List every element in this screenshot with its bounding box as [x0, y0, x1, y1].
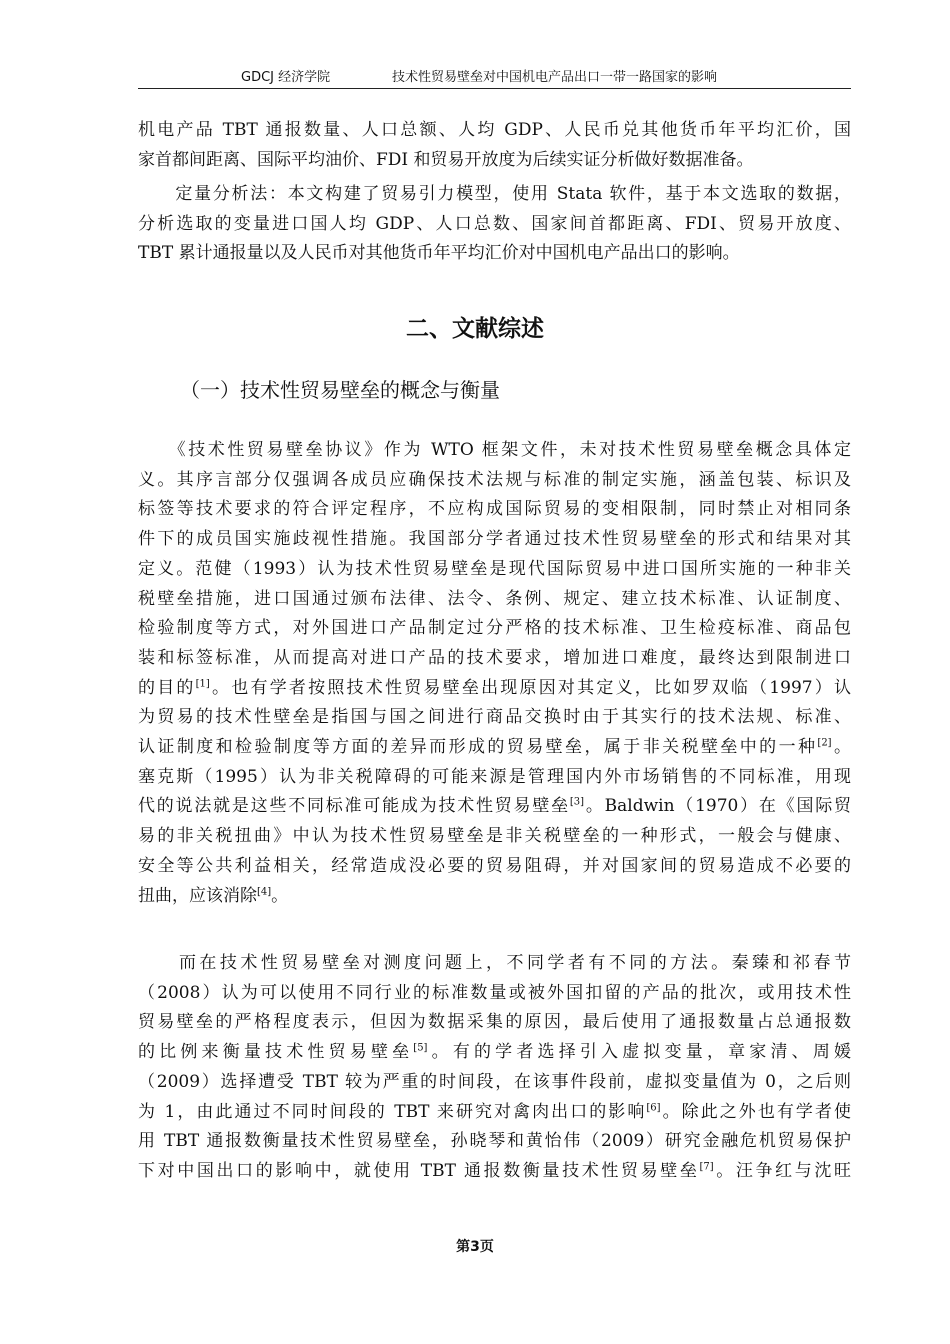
text-fragment: 认证制度和检验制度等方面的差异而形成的贸易壁垒，属于非关税壁垒中的一种 [138, 737, 818, 758]
citation-3: [3] [569, 796, 585, 808]
text-line [138, 1157, 851, 1187]
text-fragment: 扭曲，应该消除 [138, 885, 257, 906]
citation-6: [6] [646, 1101, 661, 1113]
text-line: 塞克斯（1995）认为非关税障碍的可能来源是管理国内外市场销售的不同标准，用现 [138, 766, 851, 787]
text-fragment: 下对中国出口的影响中，就使用 TBT 通报数衡量技术性贸易壁垒 [138, 1160, 700, 1181]
text-fragment: 。除此之外也有学者使 [660, 1101, 852, 1122]
citation-4: [4] [257, 885, 272, 897]
text-line [138, 792, 851, 822]
citation-2: [2] [817, 737, 832, 749]
text-line: 分析选取的变量进口国人均 GDP、人口总数、国家间首都距离、FDI、贸易开放度、 [138, 213, 851, 234]
text-line: 而在技术性贸易壁垒对测度问题上，不同学者有不同的方法。秦臻和祁春节 [138, 953, 851, 973]
citation-5: [5] [413, 1042, 428, 1054]
text-fragment: 的比例来衡量技术性贸易壁垒 [138, 1042, 414, 1063]
text-line: 家首都间距离、国际平均油价、FDI 和贸易开放度为后续实证分析做好数据准备。 [138, 149, 754, 170]
text-line: （2009）选择遭受 TBT 较为严重的时间段，在该事件段前，虚拟变量值为 0，之后则 [138, 1071, 851, 1092]
text-line: 定义。范健（1993）认为技术性贸易壁垒是现代国际贸易中进口国所实施的一种非关 [138, 558, 851, 579]
text-line: 《技术性贸易壁垒协议》作为 WTO 框架文件，未对技术性贸易壁垒概念具体定 [138, 440, 851, 460]
text-line: 用 TBT 通报数衡量技术性贸易壁垒，孙晓琴和黄怡伟（2009）研究金融危机贸易保护 [138, 1131, 851, 1152]
text-fragment: 。也有学者按照技术性贸易壁垒出现原因对其定义，比如罗双临（1997）认 [209, 677, 852, 698]
text-fragment: 。 [831, 737, 852, 758]
text-fragment: 代的说法就是这些不同标准可能成为技术性贸易壁垒 [138, 796, 570, 817]
text-line: 件下的成员国实施歧视性措施。我国部分学者通过技术性贸易壁垒的形式和结果对其 [138, 529, 851, 550]
running-header [138, 60, 851, 89]
text-fragment: 。Baldwin（1970）在《国际贸 [584, 796, 852, 817]
text-line: 机电产品 TBT 通报数量、人口总额、人均 GDP、人民币兑其他货币年平均汇价，国 [138, 120, 851, 140]
body-paragraph-definition [138, 436, 851, 911]
text-line [138, 674, 851, 704]
text-fragment: 。汪争红与沈旺 [713, 1160, 851, 1181]
text-line: 义。其序言部分仅强调各成员应确保技术法规与标准的制定实施，涵盖包装、标识及 [138, 469, 851, 490]
text-fragment: 。 [271, 885, 289, 906]
text-fragment: 为 1，由此通过不同时间段的 TBT 来研究对禽肉出口的影响 [138, 1101, 647, 1122]
text-line [138, 1038, 851, 1068]
text-line: 易的非关税扭曲》中认为技术性贸易壁垒是非关税壁垒的一种形式，一般会与健康、 [138, 826, 851, 847]
text-line [138, 733, 851, 763]
intro-paragraph-1 [138, 116, 851, 175]
text-line: 贸易壁垒的严格程度表示，但因为数据采集的原因，最后使用了通报数量占总通报数 [138, 1012, 851, 1033]
text-line: 税壁垒措施，进口国通过颁布法律、法令、条例、规定、建立技术标准、认证制度、 [138, 588, 851, 609]
citation-1: [1] [195, 677, 210, 689]
intro-paragraph-2 [138, 180, 851, 269]
text-line: 为贸易的技术性壁垒是指国与国之间进行商品交换时由于其实行的技术法规、标准、 [138, 707, 851, 728]
text-line: （2008）认为可以使用不同行业的标准数量或被外国扣留的产品的批次，或用技术性 [138, 982, 851, 1003]
text-line: 安全等公共利益相关，经常造成没必要的贸易阻碍，并对国家间的贸易造成不必要的 [138, 855, 851, 876]
section-heading: 二、文献综述 [406, 316, 544, 342]
text-line: 检验制度等方式，对外国进口产品制定过分严格的技术标准、卫生检疫标准、商品包 [138, 618, 851, 639]
text-line [138, 1098, 851, 1128]
text-line: 装和标签标准，从而提高对进口产品的技术要求，增加进口难度，最终达到限制进口 [138, 647, 851, 668]
text-fragment: 。有的学者选择引入虚拟变量，章家清、周媛 [427, 1042, 852, 1063]
text-line: 定量分析法：本文构建了贸易引力模型，使用 Stata 软件，基于本文选取的数据， [138, 184, 851, 204]
text-line: 标签等技术要求的符合评定程序，不应构成国际贸易的变相限制，同时禁止对相同条 [138, 499, 851, 520]
header-title: 技术性贸易壁垒对中国机电产品出口一带一路国家的影响 [392, 70, 718, 85]
page-number: 第3页 [456, 1239, 494, 1255]
header-institution: GDCJ 经济学院 [241, 70, 331, 85]
citation-7: [7] [699, 1161, 714, 1173]
text-line: TBT 累计通报量以及人民币对其他货币年平均汇价对中国机电产品出口的影响。 [138, 243, 740, 264]
body-paragraph-measurement [138, 949, 851, 1187]
text-fragment: 的目的 [138, 677, 196, 698]
text-line [138, 882, 851, 912]
subsection-heading: （一）技术性贸易壁垒的概念与衡量 [180, 378, 500, 402]
